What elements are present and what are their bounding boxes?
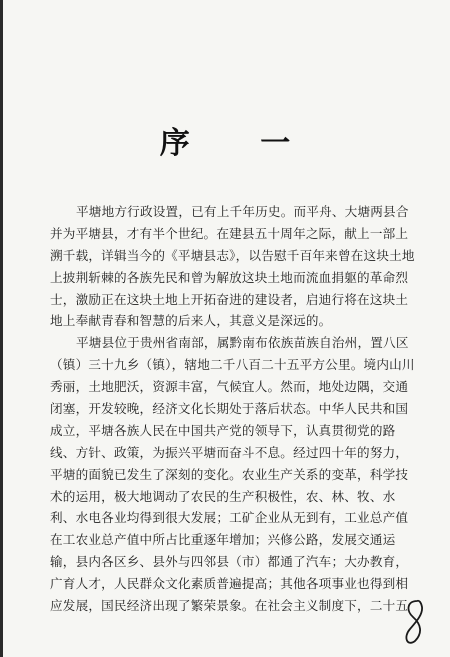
text-line: 在工农业总产值中所占比重逐年增加；兴修公路，发展交通运 — [50, 532, 396, 548]
text-line: 利、水电各业均得到很大发展；工矿企业从无到有，工业总产值 — [50, 510, 409, 526]
text-line: 秀丽，土地肥沃，资源丰富，气候宜人。然而，地处边隅，交通 — [50, 379, 409, 395]
text-line: 术的运用，极大地调动了农民的生产积极性，农、林、牧、水 — [50, 488, 396, 504]
text-line: 闭塞，开发较晚，经济文化长期处于落后状态。中华人民共和国 — [50, 401, 409, 417]
text-line: 地上奉献青春和智慧的后来人，其意义是深远的。 — [50, 313, 332, 329]
preface-title: 序 一 — [159, 126, 321, 161]
text-line: 广育人才，人民群众文化素质普遍提高；其他各项事业也得到相 — [50, 576, 409, 592]
text-line: 溯千载，详辑当今的《平塘县志》，以告慰千百年来曾在这块土地 — [50, 247, 415, 263]
text-line: 平塘县位于贵州省南部，属黔南布依族苗族自治州，置八区 — [76, 335, 409, 351]
text-line: 应发展，国民经济出现了繁荣景象。在社会主义制度下，二十五 — [50, 598, 409, 614]
handwritten-page-number — [401, 597, 427, 647]
text-line: 上披荆斩棘的各族先民和曾为解放这块土地而流血捐躯的革命烈 — [50, 269, 409, 285]
text-line: 士，激励正在这块土地上开拓奋进的建设者，启迪行将在这块土 — [50, 291, 409, 307]
text-line: 输，县内各区乡、县外与四邻县（市）都通了汽车；大办教育， — [50, 554, 409, 570]
preface-body — [50, 201, 415, 617]
text-line: 平塘地方行政设置，已有上千年历史。而平舟、大塘两县合 — [76, 204, 409, 219]
text-line: 成立，平塘各族人民在中国共产党的领导下，认真贯彻党的路 — [50, 422, 396, 438]
text-line: （镇）三十九乡（镇），辖地二千八百二十五平方公里。境内山川 — [50, 357, 415, 373]
text-line: 平塘的面貌已发生了深刻的变化。农业生产关系的变革，科学技 — [50, 466, 409, 482]
text-line: 线、方针、政策，为振兴平塘而奋斗不息。经过四十年的努力， — [50, 444, 409, 460]
text-line: 并为平塘县，才有半个世纪。在建县五十周年之际，献上一部上 — [50, 225, 409, 241]
page-edge — [0, 0, 3, 657]
